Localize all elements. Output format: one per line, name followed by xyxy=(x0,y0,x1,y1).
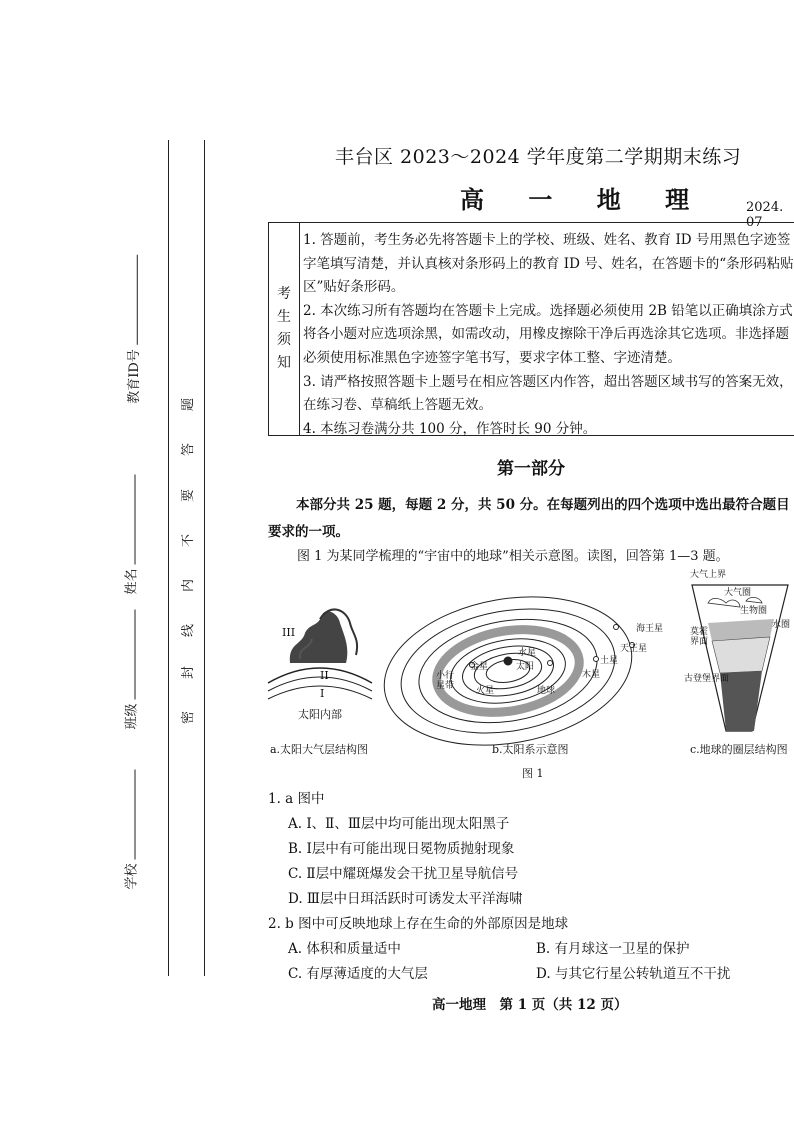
section-intro: 本部分共 25 题，每题 2 分，共 50 分。在每题列出的四个选项中选出最符合题目 要求的一项。 xyxy=(268,497,790,540)
page-footer: 高一地理 第 1 页（共 12 页） xyxy=(432,997,628,1013)
fig-a-caption: a.太阳大气层结构图 xyxy=(270,743,369,756)
question-option: C. 有厚薄适度的大气层 xyxy=(288,966,428,982)
seal-char: 内 xyxy=(181,578,197,593)
fig-b-label: 土星 xyxy=(600,656,619,666)
solar-system-diagram xyxy=(372,578,643,763)
candidate-notice-box xyxy=(268,222,794,436)
field-name: 姓名 xyxy=(121,474,140,594)
notice-item: 4. 本练习卷满分共 100 分，作答时长 90 分钟。 xyxy=(303,420,597,437)
seal-char: 答 xyxy=(181,442,197,457)
fig-b-label: 木星 xyxy=(582,670,601,680)
fig-c-label: 生物圈 xyxy=(740,606,768,616)
fig-a-label: I xyxy=(320,687,325,700)
question-stem: 2. b 图中可反映地球上存在生命的外部原因是地球 xyxy=(268,916,569,932)
question-option: A. 体积和质量适中 xyxy=(288,941,401,957)
question-option: B. 有月球这一卫星的保护 xyxy=(536,941,690,957)
fig-a-label: 太阳内部 xyxy=(298,708,342,721)
field-class: 班级 xyxy=(121,609,140,729)
question-option: D. 与其它行星公转轨道互不干扰 xyxy=(536,966,731,982)
figure-intro: 图 1 为某同学梳理的“宇宙中的地球”相关示意图。读图，回答第 1—3 题。 xyxy=(297,549,729,564)
fig-b-label: 海王星 xyxy=(636,624,664,634)
fig-b-label: 水星 xyxy=(518,648,537,658)
figure-number: 图 1 xyxy=(522,767,544,780)
fig-b-label: 地球 xyxy=(537,686,556,696)
fig-c-label: 大气上界 xyxy=(690,570,727,580)
fig-c-caption: c.地球的圈层结构图 xyxy=(690,743,788,756)
fig-b-label: 金星 xyxy=(470,662,489,672)
question-stem: 1. a 图中 xyxy=(268,791,325,807)
section-title: 第一部分 xyxy=(497,459,565,479)
seal-char: 不 xyxy=(181,533,197,548)
binding-line-inner xyxy=(204,140,205,976)
seal-char: 密 xyxy=(181,710,197,725)
fig-c-label: 水圈 xyxy=(772,620,791,630)
fig-c-label: 莫霍界面 xyxy=(690,627,709,647)
solar-atmosphere-diagram xyxy=(268,609,372,699)
fig-b-label: 太阳 xyxy=(516,662,535,672)
fig-b-label: 小行星带 xyxy=(436,671,455,691)
fig-c-label: 大气圈 xyxy=(724,588,752,598)
notice-item: 1. 答题前，考生务必先将答题卡上的学校、班级、姓名、教育 ID 号用黑色字迹签字笔填写清楚，并认真核对条形码上的教育 ID 号、姓名，在答题卡的“条形码粘贴区”贴好条形码。 xyxy=(303,232,794,296)
binding-line-outer xyxy=(168,140,169,976)
seal-char: 要 xyxy=(181,488,197,503)
fig-a-label: II xyxy=(320,669,329,682)
notice-item: 2. 本次练习所有答题均在答题卡上完成。选择题必须使用 2B 铅笔以正确填涂方式将各小题对应选项涂黑，如需改动，用橡皮擦除干净后再选涂其它选项。非选择题必须使用标准黑色字迹签字笔书写，要求字体工整、字迹清楚。 xyxy=(303,302,793,366)
seal-char: 封 xyxy=(181,665,197,680)
seal-char: 题 xyxy=(181,397,197,412)
field-school: 学校 xyxy=(121,769,140,889)
seal-char: 线 xyxy=(181,623,197,638)
question-option: C. Ⅱ层中耀斑爆发会干扰卫星导航信号 xyxy=(288,866,519,882)
question-option: D. Ⅲ层中日珥活跃时可诱发太平洋海啸 xyxy=(288,891,523,907)
fig-a-label: III xyxy=(282,626,296,639)
fig-b-caption: b.太阳系示意图 xyxy=(492,743,569,756)
fig-b-label: 天王星 xyxy=(620,644,648,654)
notice-label: 考 生 须 知 xyxy=(269,223,300,435)
subject-title: 高 一 地 理 xyxy=(460,185,708,214)
figure-1 xyxy=(260,563,794,763)
question-option: B. Ⅰ层中有可能出现日冕物质抛射现象 xyxy=(288,841,515,857)
exam-title: 丰台区 2023～2024 学年度第二学期期末练习 xyxy=(335,146,742,168)
field-edu-id: 教育ID号 xyxy=(123,255,142,404)
exam-date: 2024. 07 xyxy=(746,200,784,230)
notice-item: 3. 请严格按照答题卡上题号在相应答题区内作答，超出答题区域书写的答案无效，在练习卷、草稿纸上答题无效。 xyxy=(303,373,793,414)
fig-b-label: 火星 xyxy=(476,686,495,696)
fig-c-label: 古登堡界面 xyxy=(684,674,730,684)
question-option: A. Ⅰ、Ⅱ、Ⅲ层中均可能出现太阳黑子 xyxy=(288,816,510,832)
